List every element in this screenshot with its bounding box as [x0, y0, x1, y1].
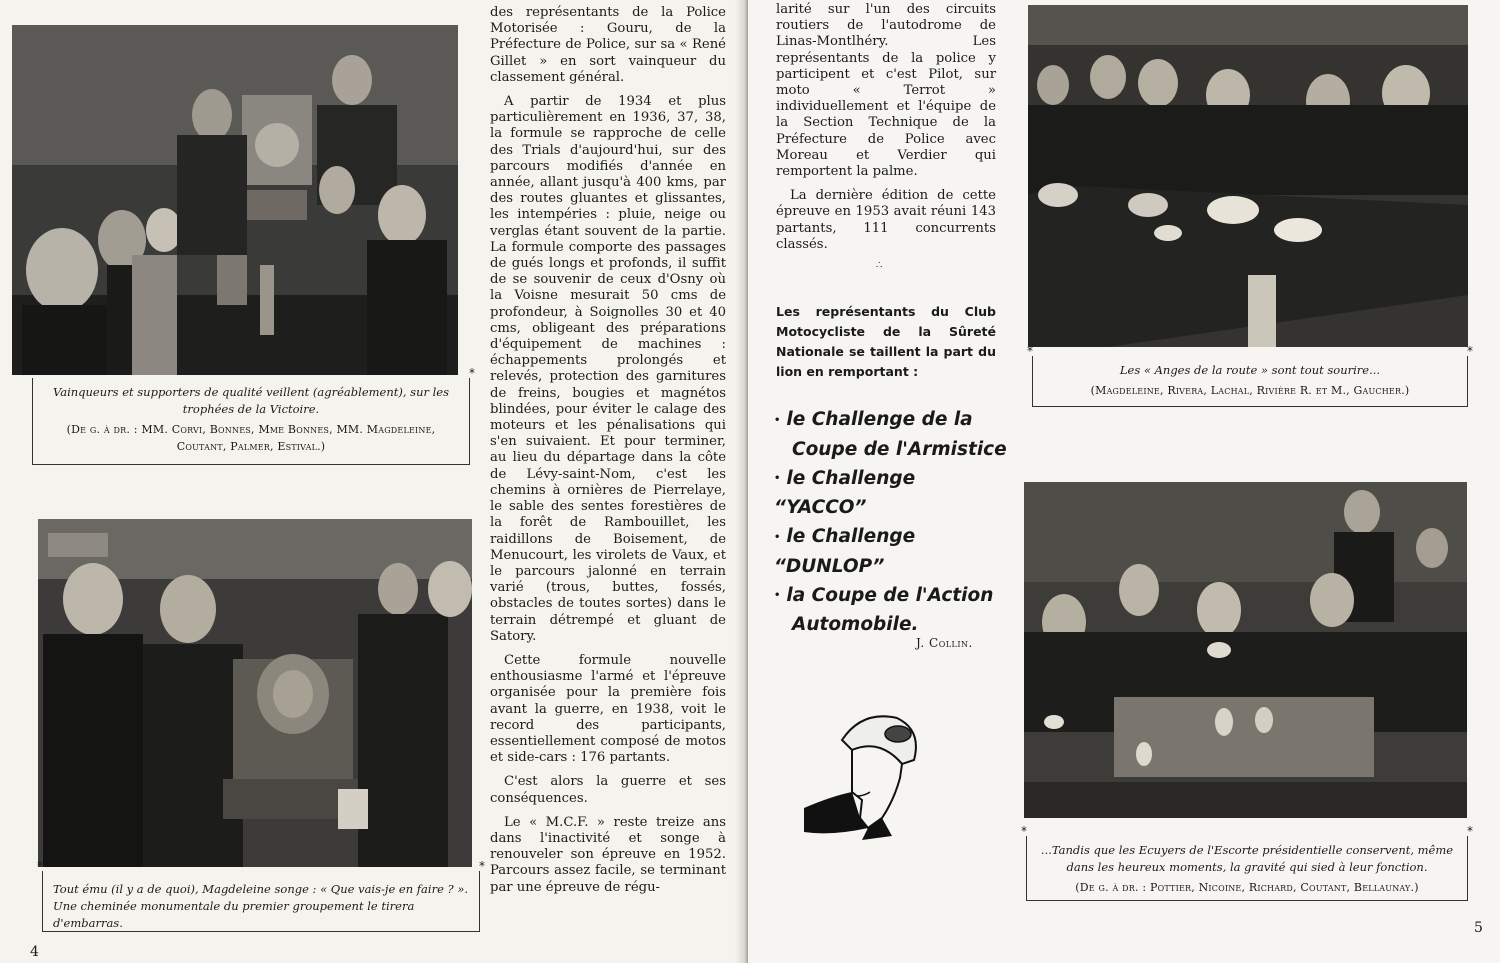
challenges-list	[774, 405, 1014, 639]
photo-trophy-winners-caption: * * Vainqueurs et supporters de qualité veillent (agréablement), sur les trophées de la Victoire. (De g. à dr. : MM. Corvi, Bonnes, Mme Bonnes, MM. Magdeleine, Coutant, Palmer, Estival.)	[32, 378, 470, 465]
page-number: 4	[30, 944, 39, 960]
left-page	[0, 0, 748, 963]
photo-trophy-winners	[12, 25, 458, 375]
caption-text: ...Tandis que les Ecuyers de l'Escorte présidentielle conservent, même dans les heureux moments, la gravité qui sied à leur fonction.	[1040, 843, 1454, 874]
caption-names: (Magdeleine, Rivera, Lachal, Rivière R. et M., Gaucher.)	[1090, 384, 1410, 397]
ornament-dots: ∴	[876, 260, 883, 271]
challenge-item: • la Coupe de l'Action	[774, 584, 994, 606]
caption-line-1: Tout ému (il y a de quoi), Magdeleine songe : « Que vais-je en faire ? ».	[53, 882, 469, 896]
challenge-item: • le Challenge “DUNLOP”	[774, 526, 916, 577]
paragraph: larité sur l'un des circuits routiers de l'autodrome de Linas-Montlhéry. Les représentants de la police y participent et c'est Pilot, sur moto « Terrot » individuellement et l'équipe de la Section Technique de la Préfecture de Police avec Moreau et Verdier qui remportent la palme.	[776, 2, 996, 180]
challenge-item-continued: Coupe de l'Armistice	[792, 438, 1007, 460]
paragraph: des représentants de la Police Motorisée : Gouru, de la Préfecture de Police, sur sa « René Gillet » en sort vainqueur du classement général.	[490, 5, 726, 85]
left-article-column	[490, 5, 726, 904]
photo-magdeleine-trophy	[38, 519, 472, 867]
paragraph: La dernière édition de cette épreuve en 1953 avait réuni 143 partants, 111 concurrents classés.	[776, 188, 996, 252]
photo-magdeleine-trophy-caption: * * Tout ému (il y a de quoi), Magdeleine songe : « Que vais-je en faire ? ». Une cheminée monumentale du premier groupement le tirera d'embarras.	[37, 859, 485, 930]
photo-anges-caption: * * Les « Anges de la route » sont tout sourire... (Magdeleine, Rivera, Lachal, Rivière R. et M., Gaucher.)	[1032, 356, 1468, 407]
motorcyclist-illustration	[802, 700, 932, 840]
author-signature: J. Collin.	[916, 636, 973, 650]
challenge-item: • le Challenge de la	[774, 409, 973, 430]
paragraph: Le « M.C.F. » reste treize ans dans l'inactivité et songe à renouveler son épreuve en 1952. Parcours assez facile, se terminant par une épreuve de régu-	[490, 814, 726, 895]
challenge-item-continued: Automobile.	[792, 614, 919, 635]
caption-names: (De g. à dr. : Pottier, Nicoine, Richard, Coutant, Bellaunay.)	[1075, 881, 1419, 894]
right-article-column	[776, 2, 996, 261]
caption-line-2: Une cheminée monumentale du premier groupement le tirera d'embarras.	[53, 899, 415, 930]
caption-text: Vainqueurs et supporters de qualité veillent (agréablement), sur les trophées de la Victoire.	[52, 385, 450, 416]
caption-text: Les « Anges de la route » sont tout sourire...	[1119, 363, 1381, 377]
club-intro: Les représentants du Club Motocycliste de la Sûreté Nationale se taillent la part du lion en remportant :	[776, 304, 996, 379]
page-number: 5	[1474, 920, 1483, 936]
paragraph: A partir de 1934 et plus particulièrement en 1936, 37, 38, la formule se rapproche de celle des Trials d'aujourd'hui, sur des parcours modifiés d'année en année, allant jusqu'à 400 kms, par des routes gluantes et glissantes, les intempéries : pluie, neige ou verglas étant souvent de la partie. La formule comporte des passages de gués longs et profonds, il suffit de se souvenir de ceux d'Osny où la Voisne mesurait 50 cms de profondeur, à Soignolles 30 et 40 cms, obligeant des préparations d'équipement de machines : échappements prolongés et relevés, protection des garnitures de freins, bougies et magnétos blindées, pour éviter le calage des moteurs et les pénalisations qui s'en suivaient. Et pour terminer, au lieu du départage dans la côte de Lévy-saint-Nom, c'est les chemins à ornières de Pierrelaye, le sable des sentes forestières de la forêt de Rambouillet, les raidillons de Boisement, de Menucourt, les virolets de Vaux, et le parcours jalonné en terrain varié (trous, buttes, fossés, obstacles de toutes sortes) dans le terrain détrempé et gluant de Satory.	[490, 94, 726, 644]
photo-anges-de-la-route	[1028, 5, 1468, 347]
caption-names: (De g. à dr. : MM. Corvi, Bonnes, Mme Bonnes, MM. Magdeleine, Coutant, Palmer, Estival.)	[66, 423, 436, 453]
photo-escorte-caption: * * ...Tandis que les Ecuyers de l'Escorte présidentielle conservent, même dans les heureux moments, la gravité qui sied à leur fonction. (De g. à dr. : Pottier, Nicoine, Richard, Coutant, Bellaunay.)	[1026, 836, 1468, 901]
photo-escorte-presidentielle	[1024, 482, 1467, 818]
right-page	[748, 0, 1500, 963]
paragraph: Cette formule nouvelle enthousiasme l'armé et l'épreuve organisée pour la première fois avant la guerre, en 1938, voit le record des participants, essentiellement composé de motos et side-cars : 176 partants.	[490, 652, 726, 766]
paragraph: C'est alors la guerre et ses conséquences.	[490, 774, 726, 806]
challenge-item: • le Challenge “YACCO”	[774, 467, 916, 518]
